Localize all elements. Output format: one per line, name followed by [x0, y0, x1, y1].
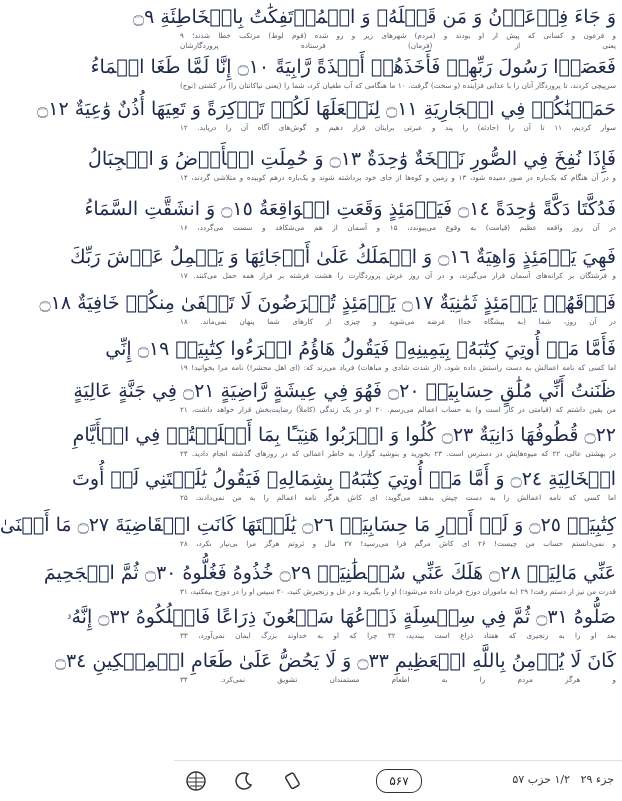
translation-line-5: در آن روز واقعه عظیم (قیامت) به وقوع می‌پیوندد، ۱۵ و آسمان از هم می‌شکافد و سست می‌گردد، ۱۶ — [180, 223, 616, 232]
verse-line-11[interactable]: الۡخَالِيَةِ ۝٢٤ وَ أَمَّا مَنۡ أُوتِيَ كِتَٰبَهُۥ بِشِمَالِهِۦ فَيَقُولُ يَٰلَيۡتَنِي لَمۡ أُوتَ — [72, 468, 616, 490]
verse-line-10[interactable]: ۝٢٢ قُطُوفُهَا دَانِيَةٌ ۝٢٣ كُلُوا وَ اشۡرَبُوا هَنِيٓـًٔا بِمَا أَسۡلَفۡتُمۡ فِي الۡأَيَّامِ — [72, 424, 616, 446]
translation-line-10: در بهشتی عالی، ۲۲ که میوه‌هایش در دسترس است. ۲۳ بخورید و بنوشید گوارا، به خاطر اعمالی که در روزهای گذشته انجام دادید. ۲۴ — [180, 449, 617, 458]
moon-icon — [234, 771, 254, 791]
translation-line-12: و نمی‌دانستم حساب من چیست! ۲۶ ای کاش مرگم فرا می‌رسید! ۲۷ مال و ثروتم هرگز مرا بی‌نیاز نکرد، ۲۸ — [180, 539, 616, 548]
verse-line-8[interactable]: فَأَمَّا مَنۡ أُوتِيَ كِتَٰبَهُۥ بِيَمِينِهِۦ فَيَقُولُ هَاؤُمُ اقۡرَءُوا كِتَٰبِيَهۡ ۝١٩ إِنِّي — [105, 338, 616, 360]
translation-line-6: و فرشتگان بر کرانه‌های آسمان قرار می‌گیرند، و در آن روز عرش پروردگارت را هشت فرشته بر فراز همه حمل می‌کنند. ۱۷ — [180, 271, 616, 280]
translation-line-4: و در آن هنگام که یک‌باره در صور دمیده شود، ۱۳ و زمین و کوه‌ها از جای خود برداشته شوند و یک‌باره درهم کوبیده و متلاشی گردند، ۱۴ — [180, 173, 616, 182]
verse-line-5[interactable]: فَدُكَّتَا دَكَّةً وَٰحِدَةً ۝١٤ فَيَوۡمَئِذٍ وَقَعَتِ الۡوَاقِعَةُ ۝١٥ وَ انشَقَّتِ السَّمَاءُ — [84, 198, 616, 220]
verse-line-7[interactable]: فَوۡقَهُمۡ يَوۡمَئِذٍ ثَمَٰنِيَةٌ ۝١٧ يَوۡمَئِذٍ تُعۡرَضُونَ لَا تَخۡفَىٰ مِنكُمۡ خَافِيَةٌ ۝١٨ — [39, 292, 616, 314]
translation-line-7: در آن روز، شما (به پیشگاه خدا) عرضه می‌شوید و چیزی از کارهای شما پنهان نمی‌ماند. ۱۸ — [180, 317, 616, 326]
verse-line-12[interactable]: كِتَٰبِيَهۡ ۝٢٥ وَ لَمۡ أَدۡرِ مَا حِسَابِيَهۡ ۝٢٦ يَٰلَيۡتَهَا كَانَتِ الۡقَاضِيَةَ ۝٢٧ مَا أَغۡنَىٰ — [0, 514, 616, 536]
page-number[interactable]: ۵۶۷ — [376, 769, 422, 793]
translation-line-11: اما کسی که نامه اعمالش را به دست چپش بدهند می‌گوید: ای کاش هرگز نامه اعمالم را به من نمی‌دادند، ۲۵ — [180, 493, 616, 502]
rotate-screen-icon — [282, 771, 302, 791]
verse-line-13[interactable]: عَنِّي مَالِيَهۡ ۝٢٨ هَلَكَ عَنِّي سُلۡطَٰنِيَهۡ ۝٢٩ خُذُوهُ فَغُلُّوهُ ۝٣٠ ثُمَّ الۡجَحِيمَ — [43, 562, 616, 584]
translation-line-8: اما کسی که نامه اعمالش به دست راستش داده شود، (از شدت شادی و مباهات) فریاد می‌زند که: (ای اهل محشر!) نامه مرا بخوانید! ۱۹ — [180, 363, 616, 372]
verse-line-6[interactable]: فَهِيَ يَوۡمَئِذٍ وَاهِيَةٌ ۝١٦ وَ الۡمَلَكُ عَلَىٰ أَرۡجَائِهَا وَ يَحۡمِلُ عَرۡشَ رَبِّكَ — [70, 246, 616, 268]
hizb-label: ۱/۲ حزب ۵۷ — [512, 773, 570, 786]
translation-line-13: قدرت من نیز از دستم رفت! ۲۹ (به ماموران دوزخ فرمان داده می‌شود:) او را بگیرید و در غل و زنجیرش کنید، ۳۰ سپس او را در دوزخ بیفکنید، ۳۱ — [180, 587, 616, 596]
night-mode-icon[interactable] — [232, 769, 256, 793]
verse-line-14[interactable]: صَلُّوهُ ۝٣١ ثُمَّ فِي سِلۡسِلَةٍ ذَرۡعُهَا سَبۡعُونَ ذِرَاعًا فَاسۡلُكُوهُ ۝٣٢ إِنَّهُۥ — [66, 606, 616, 628]
verse-line-4[interactable]: فَإِذَا نُفِخَ فِي الصُّورِ نَفۡخَةٌ وَٰحِدَةٌ ۝١٣ وَ حُمِلَتِ الۡأَرۡضُ وَ الۡجِبَالُ — [88, 148, 616, 170]
verse-line-3[interactable]: حَمَلۡنَٰكُمۡ فِي الۡجَارِيَةِ ۝١١ لِنَجۡعَلَهَا لَكُمۡ تَذۡكِرَةً وَ تَعِيَهَا أُذُنٌ وَٰعِيَةٌ ۝١٢ — [37, 98, 616, 120]
juz-label: جزء ۲۹ — [580, 773, 614, 786]
verse-line-9[interactable]: ظَنَنتُ أَنِّي مُلَٰقٍ حِسَابِيَهۡ ۝٢٠ فَهُوَ فِي عِيشَةٍ رَّاضِيَةٍ ۝٢١ فِي جَنَّةٍ عَالِيَةٍ — [73, 380, 616, 402]
tajweed-icon-svg — [185, 770, 207, 792]
translation-line-1b: یعنی از (فرمان) فرستاده پروردگارشان — [180, 41, 616, 50]
translation-line-2: سرپیچی کردند، تا پروردگار آنان را با عذابی فزاینده (و سخت) گرفت. ۱۰ ما هنگامی که آب طغیان کرد، شما را (یعنی نیاکانتان را) در کشتی (نوح) — [180, 81, 617, 90]
bottom-bar — [174, 760, 622, 801]
translation-line-1: و فرعون و کسانی که پیش از او بودند و (مردم) شهرهای زیر و رو شده (قوم لوط) مرتکب خطا شدند؛ ۹ — [180, 31, 616, 40]
translation-line-9: من یقین داشتم که (قیامتی در کار است و) به حساب اعمالم می‌رسم. ۲۰ او در یک زندگی (کاملاً) رضایت‌بخش قرار خواهد داشت، ۲۱ — [180, 405, 616, 414]
translation-line-14: بعد او را به زنجیری که هفتاد ذراع است ببندید، ۳۲ چرا که او به خداوند بزرگ ایمان نمی‌آورد، ۳۳ — [180, 631, 616, 640]
verse-line-15[interactable]: كَانَ لَا يُؤۡمِنُ بِاللَّهِ الۡعَظِيمِ ۝٣٣ وَ لَا يَحُضُّ عَلَىٰ طَعَامِ الۡمِسۡكِينِ ۝٣٤ — [54, 650, 616, 672]
verse-line-2[interactable]: فَعَصَوۡا رَسُولَ رَبِّهِمۡ فَأَخَذَهُمۡ أَخۡذَةً رَّابِيَةً ۝١٠ إِنَّا لَمَّا طَغَا الۡمَاءُ — [90, 56, 616, 78]
verse-line-1[interactable]: وَ جَاءَ فِرۡعَوۡنُ وَ مَن قَبۡلَهُۥ وَ الۡمُؤۡتَفِكَٰتُ بِالۡخَاطِئَةِ ۝٩ — [133, 6, 616, 28]
translation-line-3: سوار کردیم، ۱۱ تا آن را (حادثه) را پند و عبرتی برایتان قرار دهیم و گوش‌های آگاه آن را دریابد. ۱۲ — [180, 123, 616, 132]
tajweed-icon[interactable] — [184, 769, 208, 793]
rotate-icon[interactable] — [280, 769, 304, 793]
translation-line-15: و هرگز مردم را به اطعام مستمندان تشویق نمی‌کرد. ۳۴ — [180, 675, 616, 684]
